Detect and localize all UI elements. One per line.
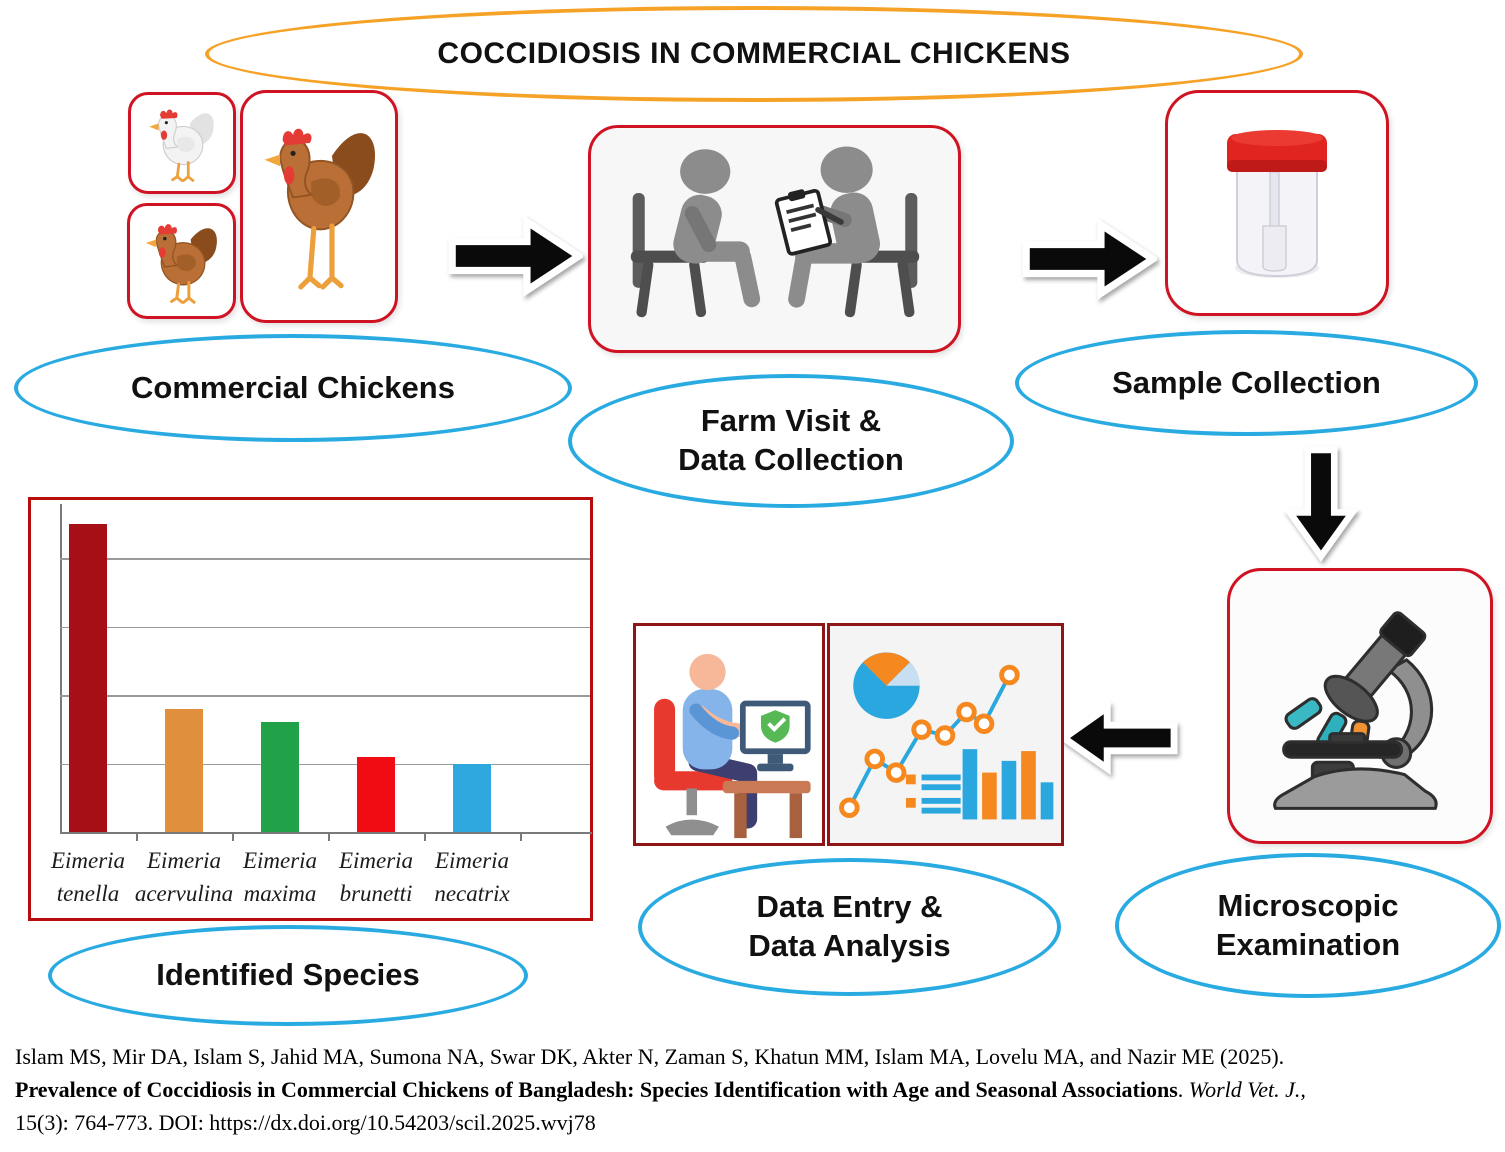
microscope-icon: [1253, 594, 1468, 819]
farm-visit-ellipse: [568, 374, 1014, 508]
species-bar-chart: [28, 497, 593, 921]
doi-text: 15(3): 764-773. DOI: https://dx.doi.org/10.54203/scil.2025.wvj78: [15, 1110, 596, 1135]
data-entry-ellipse: [638, 858, 1061, 996]
arrow-down-icon: [1284, 443, 1358, 563]
specimen-container-icon: [1207, 118, 1347, 288]
sample-collection-ellipse: [1015, 330, 1478, 436]
chart-y-axis: [60, 504, 62, 832]
bar-brunetti: [357, 757, 395, 832]
bar-label-maxima: Eimeria maxima: [242, 848, 318, 906]
bar-tenella: [69, 524, 107, 832]
brown-chicken-icon: [254, 104, 384, 309]
chart-x-tick: [424, 832, 426, 841]
microscope-photo: [1227, 568, 1493, 844]
chart-gridline: [60, 558, 590, 560]
white-chicken-icon: [142, 100, 222, 186]
microscopic-label-line2: Examination: [1215, 926, 1401, 962]
bar-label-acervulina: Eimeria acervulina: [134, 848, 234, 906]
title-ellipse: [205, 6, 1303, 102]
chart-gridline: [60, 695, 590, 697]
identified-species-label: Identified Species: [156, 957, 420, 993]
data-entry-label-line1: Data Entry &: [756, 889, 943, 925]
arrow-right-icon: [448, 215, 583, 297]
bar-label-tenella: Eimeria tenella: [50, 848, 126, 906]
brown-hen-photo: [127, 203, 236, 319]
identified-species-ellipse: [48, 925, 528, 1026]
citation-separator: .: [1177, 1077, 1184, 1102]
citation: [15, 1040, 1493, 1139]
chart-x-tick: [520, 832, 522, 841]
citation-authors: Islam MS, Mir DA, Islam S, Jahid MA, Sumona NA, Swar DK, Akter N, Zaman S, Khatun MM, Islam MA, Lovelu MA, and Nazir ME (2025).: [15, 1044, 1285, 1069]
data-analysis-photo: [827, 623, 1064, 846]
microscopic-examination-ellipse: [1115, 853, 1501, 998]
chart-x-axis: [60, 832, 592, 834]
chart-x-tick: [136, 832, 138, 841]
bar-necatrix: [453, 764, 491, 833]
data-entry-icon: [640, 630, 818, 840]
microscopic-label-line1: Microscopic: [1217, 887, 1399, 923]
farm-visit-label-line2: Data Collection: [678, 442, 904, 477]
arrow-right-icon: [1022, 218, 1157, 300]
chart-x-tick: [232, 832, 234, 841]
commercial-chickens-ellipse: [14, 334, 572, 442]
brown-hen-icon: [139, 213, 225, 309]
farm-visit-photo: [588, 125, 961, 353]
sample-collection-label: Sample Collection: [1112, 364, 1381, 400]
commercial-chickens-label: Commercial Chickens: [131, 369, 455, 405]
interview-icon: [605, 139, 945, 339]
data-entry-photo: [633, 623, 825, 846]
bar-acervulina: [165, 709, 203, 832]
citation-title: Prevalence of Coccidiosis in Commercial Chickens of Bangladesh: Species Identification with Age and Seasonal Associations: [15, 1077, 1178, 1102]
chart-gridline: [60, 627, 590, 629]
brown-chicken-photo: [240, 90, 398, 323]
analytics-icon: [833, 632, 1058, 837]
data-entry-label-line2: Data Analysis: [748, 928, 951, 963]
white-chicken-photo: [128, 92, 236, 194]
citation-journal: World Vet. J.,: [1188, 1077, 1306, 1102]
chart-gridline: [60, 764, 590, 766]
farm-visit-label-line1: Farm Visit &: [700, 403, 882, 439]
page-title: COCCIDIOSIS IN COMMERCIAL CHICKENS: [437, 37, 1071, 71]
bar-maxima: [261, 722, 299, 832]
sample-container-photo: [1165, 90, 1389, 316]
chart-plot-area: [31, 500, 590, 918]
bar-label-brunetti: Eimeria brunetti: [338, 848, 414, 906]
chart-x-tick: [328, 832, 330, 841]
arrow-left-icon: [1060, 700, 1178, 776]
bar-label-necatrix: Eimeria necatrix: [434, 848, 510, 906]
